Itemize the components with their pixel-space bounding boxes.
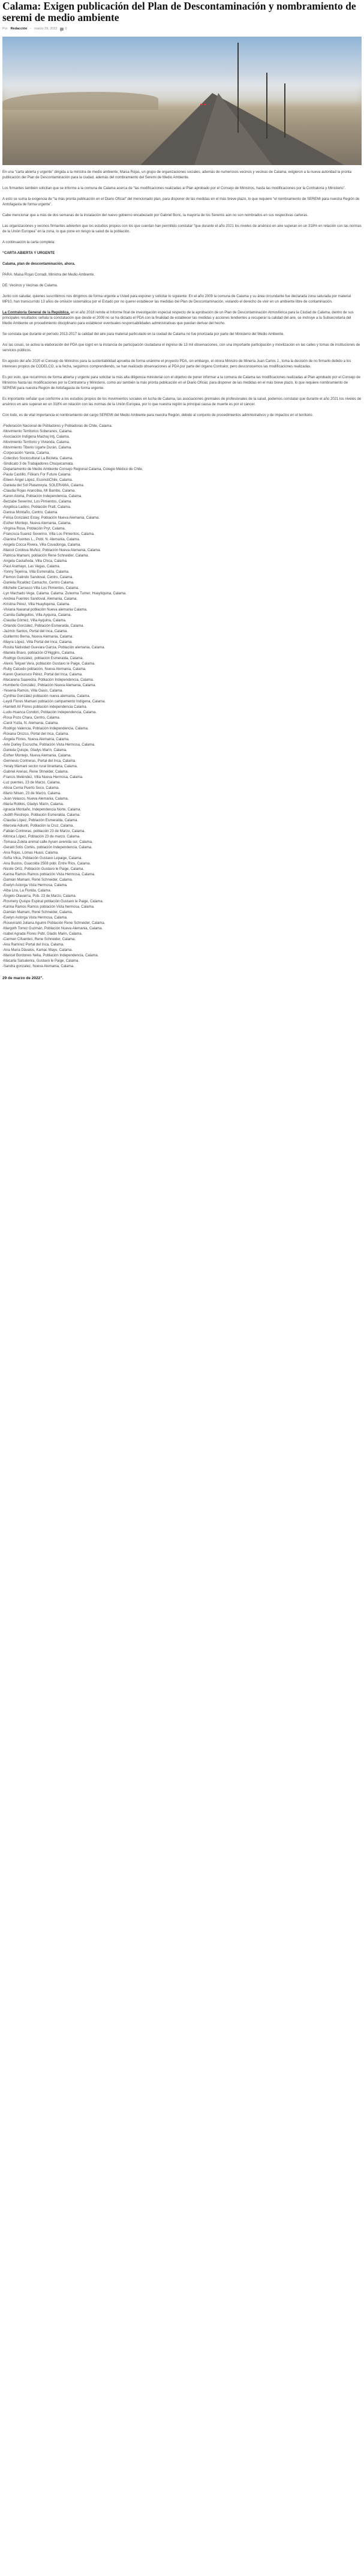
signer-item: -Esther Montejo, Nueva Alemania, Calama.	[2, 522, 72, 525]
signer-item: -Francisca Suarez Severino, Villa Los Pimientos, Calama.	[2, 532, 95, 536]
signer-item: -Karen Quesuruco Pérez, Portal del Inca, Calama.	[2, 673, 83, 677]
paragraph: A esto se suma la exigencia de “la más pronta publicación en el Diario Oficial” del mencionado plan, para disponer de las medidas en el más breve plazo, lo que requiere “el nombramiento de SEREMI para nuestra Región de Antofagasta de forma urgente”.	[2, 198, 360, 207]
signer-item: -Departamento de Medio Ambiente Consejo Regional Calama, Colegio Médico de Chile.	[2, 468, 143, 471]
signer-item: -Ana Ramírez Portal del Inca, Calama.	[2, 943, 64, 947]
signer-item: -Daniela Quispe, Gladys Marín, Calama.	[2, 749, 67, 752]
signer-item: -Alicia Cerna Puerto Seco, Calama.	[2, 786, 59, 790]
signer-item: -Claudia López, Población Esmeralda, Calama.	[2, 819, 79, 822]
signer-item: -Damián Mamani, René Schneider, Calama.	[2, 878, 73, 882]
signer-item: -Lyn Machado Vega, Calama. Calama. Zulevma Turner, Huaytiquina, Calama.	[2, 592, 127, 596]
comment-icon	[60, 28, 64, 31]
signer-item: -Gerald Solis Cortés, población Independencia, Calama.	[2, 846, 92, 849]
meta-by-label: Por	[2, 27, 8, 31]
signer-item: -Humberto González, Población Nueva Alemania, Calama.	[2, 684, 97, 687]
signer-item: -Angela Castañeda, Villa Chica, Calama.	[2, 560, 68, 563]
signer-item: -Daniela del Sol Platanreyla, SOLERAMA, Calama.	[2, 484, 85, 487]
signer-item: -Carol Yuzla, N. Alemania, Calama.	[2, 722, 59, 725]
signer-item: -Luz puentes, 23 de Marzo, Calama.	[2, 781, 61, 785]
article	[0, 0, 364, 992]
signer-item: -Kristina Pérez, Villa Huaytiquina, Calama.	[2, 603, 70, 606]
signer-item: -Karina Ramos Ramos población Vista hermosa, Calama.	[2, 905, 95, 909]
signer-item: -Tomasa Zuleta animal calle Aysen avenida sur, Calama.	[2, 840, 93, 844]
signer-item: -Alba Lira, La Florida, Calama.	[2, 889, 52, 893]
letter-intro: Junto con saludar, quienes suscribimos nos dirigimos de forma urgente a Usted para exponer y solicitar lo siguiente: En el año 2009 la comuna de Calama y su área circundante fue declarada zona saturada por material MP10, han transcurrido 13 años de omisión sistemática por el Estado por no querer establecer las medidas del Plan de Descontaminación, violando el derecho de vivir en un ambiente libre de contaminación.	[2, 295, 351, 304]
signer-item: -Ignacia Montaño, Independencia Norte, Calama.	[2, 808, 82, 812]
paragraph: Los firmantes también solicitan que se informe a la comuna de Calama acerca de “las modificaciones realizadas al Plan aprobado por el Consejo de Ministros, hasta las modificaciones por la Contraloría y Ministerio”.	[2, 187, 346, 190]
signer-item: -Colectivo Sociocultural La Bicileta, Calama.	[2, 457, 73, 460]
signer-item: -Jazmín Santos, Portal del Inca, Calama.	[2, 630, 68, 633]
signer-item: -Karen Aloma, Población Independencia, Calama.	[2, 495, 82, 498]
signer-item: -Danisa Montaño, Centro, Calama.	[2, 511, 58, 514]
signer-item: -Mayra López, Villa Portal del Inca, Calama.	[2, 641, 73, 644]
signer-item: -Isabel Agrada Flores Pobl. Gladis Marin, Calama.	[2, 932, 83, 936]
image-pole	[266, 73, 267, 139]
signer-item: -Evelyn Astorga Vista Hermosa, Calama.	[2, 884, 68, 887]
paragraph: Las organizaciones y vecinos firmantes advierten que los estudios propios con los que cuentan han permitido constatar “que durante el año 2021 los niveles de arsénico en aire superan en un 318% en relación con las normas de la Unión Europea” en la zona, lo que pone en riesgo la salud de la población.	[2, 225, 362, 234]
signer-item: -Ludo-Huanca Condori, Población Independencia, Calama.	[2, 711, 97, 714]
article-body	[2, 170, 362, 981]
letter-paragraph-text: en el año 2018 remite el Informe final de investigación especial respecto de la aprobación de un Plan de Descontaminación Atmosférica para la Ciudad de Calama, dentro de sus principales resultados señala la constatación que desde el 2009 no se ha dictado el PDA con la finalidad de establecer las medidas y acciones tendientes a recuperar la calidad del aire, se instruye a la Subsecretaría del Medio Ambiente un procedimiento disciplinario para establecer eventuales responsabilidades administrativas que puedan derivar del hecho.	[2, 311, 354, 325]
signer-item: -Cynthia González población nueva alemania, Calama.	[2, 695, 91, 698]
signer-item: -Federación Nacional de Pobladores y Pobladoras de Chile, Calama.	[2, 424, 113, 428]
signer-item: -Ángelo Olavarría, Pob. 23 de Marzo, Calama.	[2, 894, 77, 898]
comment-count: 0	[65, 27, 67, 31]
signer-item: -Claudia Gómez, Villa Ayquina, Calama.	[2, 619, 67, 623]
signer-item: -Damián Mamani, René Schneider, Calama.	[2, 911, 73, 914]
signer-item: -Leydi Flores Mamani población campamento Indígena, Calama.	[2, 700, 106, 704]
signer-item: -Rosa Pozo Chara, Centro, Calama.	[2, 716, 61, 720]
signer-item: -Fabián Contreras, población 23 de Marzo, Calama.	[2, 830, 86, 833]
signer-item: -Mariela Bravo, población O'Higgins, Calama.	[2, 651, 76, 655]
letter-from: DE: Vecinos y Vecinas de Calama.	[2, 284, 58, 288]
signer-item: -Paul Aramayo, Las Vegas, Calama.	[2, 565, 61, 569]
signer-item: -Macarena Saavedra, Población Independencia, Calama.	[2, 678, 94, 682]
letter-heading	[2, 251, 362, 256]
signer-item: -Yesenia Ramos, Villa Oasis, Calama.	[2, 689, 64, 693]
signer-item: -Esther Montejo, Nueva Alemania, Calama.	[2, 754, 72, 758]
signers-list	[2, 424, 362, 970]
featured-image	[2, 37, 362, 165]
signer-item: -Roseviranti Juliana Aguirre Población Rene Schneider, Calama.	[2, 922, 106, 925]
signer-item: -Sindicato 3 de Trabajadores Chuquicamata.	[2, 462, 74, 466]
signer-item: -Carmen Cifuentes, Rene Schneider, Calama.	[2, 938, 76, 941]
signer-item: -Gianina Fuentes L., Pobl. N. Alemania, Calama.	[2, 538, 80, 541]
signer-item: -Gennesis Contreras, Portal del Inca, Calama.	[2, 759, 76, 763]
signer-item: -Movimiento Tiberio Ugarte Durán, Calama.	[2, 446, 72, 450]
signer-item: -Evelyn Astorga Vista Hermosa, Calama.	[2, 916, 68, 920]
signer-item: -Guillermo Berna, Nueva Alemania, Calama.	[2, 635, 74, 639]
letter-heading-text: “CARTA ABIERTA Y URGENTE	[2, 252, 55, 255]
signer-item: -Rosmery Quispe Espinal población Gustavo le Paige, Calama.	[2, 900, 104, 903]
signer-item: -Gabriel Arenas, Rene Shneider, Calama.	[2, 770, 69, 774]
signer-item: -Juan Velasco, Nueva Alemania, Calama.	[2, 797, 69, 801]
signer-item: -Claudia Rojas Arancibia, MI Bambú, Calama.	[2, 489, 76, 493]
signer-item: -Mónica López, Población 23 de marzo, Calama.	[2, 835, 80, 839]
signer-item: -Rodrigo Valencia, Población Independencia, Calama.	[2, 727, 89, 731]
signer-item: -Macarla Salsalenra, Gustavo le Paige, Calama.	[2, 959, 80, 963]
signer-item: -Orlando González, Población Esmeralda, Calama.	[2, 624, 85, 628]
signer-item: -Sofía Vilca, Población Gustavo Lepaige, Calama.	[2, 857, 82, 860]
comments-link[interactable]	[60, 27, 67, 31]
paragraph: A continuación la carta completa:	[2, 241, 56, 244]
signer-item: -Mario Nilsen, 23 de Marzo, Calama.	[2, 792, 61, 795]
signer-item: -Ángela Flores, Nueva Alemania, Calama.	[2, 738, 70, 741]
signer-item: -Patricia Mamani, población Rene Schneider, Calama.	[2, 554, 89, 558]
signer-item: -Roxana Orozco, Portal del Inca, Calama.	[2, 732, 70, 736]
publish-date: marzo 29, 2022	[34, 27, 58, 31]
signer-item: -Hamlett Alí Flores población independencia Calama.	[2, 705, 88, 709]
letter-paragraph: Así las cosas, se activa la elaboración del PDA que logró en la instancia de participación ciudadana el ingreso de 13 mil observaciones, con una importante participación y movilización en las calles y tomas de instituciones de servicios públicos.	[2, 343, 360, 352]
image-tail-light	[200, 104, 203, 105]
signer-item: -Rodrigo González, población Esmeralda, Calama.	[2, 657, 84, 660]
letter-to: PARA: Maisa Rojas Corradi, Ministra del Medio Ambiente.	[2, 273, 95, 277]
signer-item: -Sandra gonzalez, Nueva Alemania, Calama.	[2, 965, 74, 968]
image-pole	[237, 43, 239, 133]
letter-subject	[2, 262, 362, 267]
letter-date: 29 de marzo de 2022”.	[2, 976, 44, 980]
image-tail-light	[204, 104, 206, 105]
contraloria-link[interactable]: La Contraloría General de la República,	[2, 311, 70, 315]
signer-item: -Nicole Ortíz, Población Gustavo le Paige, Calama.	[2, 867, 85, 871]
meta-separator: -	[30, 27, 32, 31]
signer-item: -Camila Gallegullos, Villa Ayquina, Calama.	[2, 614, 72, 617]
paragraph: Cabe mencionar que a más de dos semanas de la instalación del nuevo gobierno encabezado por Gabriel Boric, la mayoría de los Seremis aún no son nombrados en sus respectivas carteras.	[2, 214, 308, 217]
signer-item: -Paula Castillo, Fiškars For Future Calama.	[2, 473, 72, 477]
signer-item: -Alexis Telguel Vera, población Gustavo le Paige, Calama.	[2, 662, 95, 666]
signer-item: -Ana Bustos, Guacolda 2508 pobl. Entre Ríos, Calama.	[2, 862, 91, 866]
signer-item: -Yonny Tejerina, Villa Esmeralda, Calama.	[2, 570, 70, 574]
signer-item: -Francis Meléndez, Villa Nueva Hermosa, Calama.	[2, 776, 83, 779]
signer-item: -Angélica Ladino, Población Pratt, Calama.	[2, 505, 71, 509]
article-title: Calama: Exigen publicación del Plan de Descontaminación y nombramiento de seremi de medio ambiente	[2, 0, 356, 23]
signer-item: -Maricel Bordones Nelia, Población Independencia, Calama.	[2, 954, 99, 958]
signer-item: -Margoth Torrez Guzmán, Población Nueva Alemania, Calama.	[2, 927, 103, 931]
letter-paragraph: En agosto del año 2020 el Consejo de Ministros para la sustentabilidad aprueba de forma unánime el proyecto PDA, sin embargo, el otrora Ministro de Minería Juan Carlos J., toma la decisión de no firmarlo debido a los intereses propios de CODELCO, a la fecha, seguimos comprendiendo, se han realizado observaciones al PDA por parte del órgano Contralor, pero desconocemos las modificaciones realizadas.	[2, 360, 351, 369]
author-link[interactable]: Redacción	[10, 27, 28, 31]
signer-item: -Angela Cocca Rivera, Villa Covadonga, Calama.	[2, 543, 81, 547]
signer-item: -Eileen Ángel López, EcoinstiChile, Calama.	[2, 478, 73, 482]
signer-item: -Karina Ramos Ramos población Vista Hermosa, Calama.	[2, 873, 95, 876]
signer-item: -María Robles, Gladys Marín, Calama.	[2, 803, 64, 806]
signer-item: -Asociación Indígena Machaj Intj, Calama.	[2, 435, 70, 439]
signer-item: -Ana Rojas, Lomas Huasi, Calama.	[2, 851, 59, 855]
signer-item: -Movimiento Territorio y Vivienda, Calama.	[2, 441, 70, 444]
signer-item: -Maicol Cordova Muñoz, Población Nueva Alemania, Calama.	[2, 549, 101, 552]
signer-item: -Movimiento Territorios Soberanos, Calama.	[2, 430, 73, 433]
signer-item: -Flemon Galindo Sandoval, Centro, Calama.	[2, 576, 74, 579]
signer-item: -Ana María Dávalos, Kamac Mayu, Calama.	[2, 949, 73, 952]
signer-item: -Virginia Rosa, Población Pryt, Calama.	[2, 527, 66, 531]
paragraph: En una “carta abierta y urgente” dirigida a la ministra de medio ambiente, Maisa Rojas, un grupo de organizaciones sociales, además de numerosos vecinos y vecinas de Calama, exigieron a la nueva autoridad la pronta publicación del Plan de Descontaminación para la ciudad, además del nombramiento del Seremi de Medio Ambiente.	[2, 170, 351, 179]
signer-item: -Corporación Yareta, Calama.	[2, 451, 50, 455]
signer-item: -Judith Restrepo, Población Esmeralda, Calama.	[2, 813, 80, 817]
signer-item: -Felisa González Estay, Población Nueva Alemania, Calama.	[2, 516, 100, 520]
signer-item: -Viviana Navanal población Nueva alemania Calama.	[2, 608, 88, 612]
signer-item: -Rosita Natividad Guevara Garcia, Población alemania, Calama.	[2, 646, 106, 650]
letter-subject-text: Calama, plan de descontaminación, ahora.	[2, 262, 76, 266]
signer-item: -Andrea Fuentes Sandoval, Alemania, Calama.	[2, 597, 78, 601]
letter-paragraph: Con todo, es de vital importancia el nombramiento del cargo SEREMI del Medio Ambiente para nuestra Región, debido al conjunto de procedimientos administrativos y de impactos en el territorio.	[2, 414, 314, 417]
signer-item: -Ruby Calcedo población, Nueva Alemania, Calama.	[2, 668, 86, 671]
signer-item: -Betzabe Severino, Los Pimientos, Calama.	[2, 500, 73, 504]
article-meta	[2, 26, 362, 32]
letter-paragraph: Es por esto, que recurrimos de forma abierta y urgente para solicitar la más alta diligencia ministerial con el objetivo de poner informar a la comuna de Calama las modificaciones realizadas al Plan aprobado por el Consejo de Ministros hasta las modificaciones por la Contraloría y Ministerio, como así también la más pronta publicación en el Diario Oficial, para disponer de las medidas en el más breve plazo, lo que requiere nombramiento de SEREMI para nuestra Región de Antofagasta de forma urgente.	[2, 376, 360, 390]
letter-paragraph	[2, 310, 362, 327]
signer-item: -Daniela Ricaldez Camacho, Centro Calama.	[2, 581, 74, 585]
signer-item: -Arle Durley Escrucha, Población Vista Hermosa, Calama.	[2, 743, 95, 747]
image-pole	[284, 83, 285, 137]
letter-paragraph: Es importante señalar que conforme a los estudios propios de los movimientos sociales en lucha de Calama, las asociaciones gremiales de profesionales de la salud, podemos constatar que durante el año 2021 los niveles de arsénico en aire superan en un 318% en relación con las normas de la Unión Europea, por lo que nuestra región la principal causa de muerte es por el cáncer.	[2, 397, 362, 406]
signer-item: -Marcela Adiunti, Población la Cruz, Calama.	[2, 824, 74, 828]
letter-paragraph: Se constata que durante el período 2013-2017 la calidad del aire para material particulado en la ciudad de Calama no fue priorizada por parte del Ministerio del Medio Ambiente.	[2, 333, 284, 336]
signer-item: -Michelle Carrasco Villa Los Pimientos, Calama.	[2, 587, 79, 590]
signer-item: -Yeraly Mamani sector rural Ikrantana, Calama.	[2, 765, 78, 768]
